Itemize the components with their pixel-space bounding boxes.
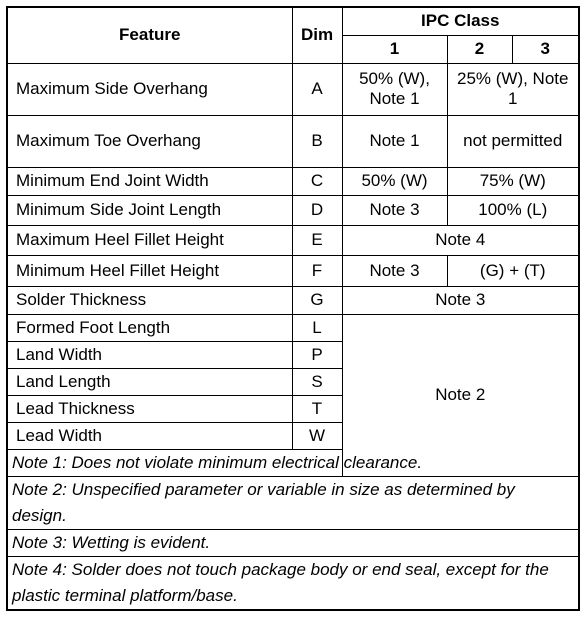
dim-cell: L: [292, 314, 342, 341]
feature-cell: Lead Thickness: [7, 395, 292, 422]
table-wrapper: [6, 6, 578, 611]
feature-cell: Maximum Side Overhang: [7, 63, 292, 115]
table-row: [7, 255, 579, 286]
note-2: Note 2: Unspecified parameter or variable in size as determined by design.: [7, 476, 579, 529]
table-row: [7, 63, 579, 115]
feature-cell: Land Width: [7, 341, 292, 368]
dim-cell: C: [292, 167, 342, 195]
class-all-cell: Note 3: [342, 286, 579, 314]
feature-cell: Land Length: [7, 368, 292, 395]
dim-cell: P: [292, 341, 342, 368]
table-row: [7, 167, 579, 195]
feature-cell: Maximum Heel Fillet Height: [7, 225, 292, 255]
table-row: [7, 225, 579, 255]
note-row: [7, 476, 579, 529]
header-class-3: 3: [512, 35, 579, 63]
feature-cell: Minimum End Joint Width: [7, 167, 292, 195]
class-1-cell: Note 3: [342, 195, 447, 225]
note-3: Note 3: Wetting is evident.: [7, 529, 579, 556]
note-1: Note 1: Does not violate minimum electrical clearance.: [7, 449, 579, 476]
header-feature: Feature: [7, 7, 292, 63]
note-row: [7, 529, 579, 556]
feature-cell: Minimum Heel Fillet Height: [7, 255, 292, 286]
class-1-cell: 50% (W), Note 1: [342, 63, 447, 115]
note-4: Note 4: Solder does not touch package body or end seal, except for the plastic terminal platform/base.: [7, 556, 579, 610]
feature-cell: Formed Foot Length: [7, 314, 292, 341]
header-class-2: 2: [447, 35, 512, 63]
merged-note-2-cell: Note 2: [342, 314, 579, 476]
header-row-1: [7, 7, 579, 35]
dim-cell: E: [292, 225, 342, 255]
dim-cell: T: [292, 395, 342, 422]
class-2-3-cell: not permitted: [447, 115, 579, 167]
dim-cell: D: [292, 195, 342, 225]
ipc-criteria-table: [6, 6, 580, 611]
dim-cell: A: [292, 63, 342, 115]
header-class-1: 1: [342, 35, 447, 63]
table-row: [7, 195, 579, 225]
class-all-cell: Note 4: [342, 225, 579, 255]
note-row: [7, 449, 579, 476]
feature-cell: Minimum Side Joint Length: [7, 195, 292, 225]
header-dim: Dim: [292, 7, 342, 63]
table-row: [7, 286, 579, 314]
table-row: [7, 115, 579, 167]
note-row: [7, 556, 579, 610]
class-1-cell: 50% (W): [342, 167, 447, 195]
feature-cell: Maximum Toe Overhang: [7, 115, 292, 167]
dim-cell: W: [292, 422, 342, 449]
dim-cell: G: [292, 286, 342, 314]
class-2-3-cell: (G) + (T): [447, 255, 579, 286]
feature-cell: Lead Width: [7, 422, 292, 449]
table-row: [7, 314, 579, 341]
header-ipc-class: IPC Class: [342, 7, 579, 35]
feature-cell: Solder Thickness: [7, 286, 292, 314]
class-1-cell: Note 1: [342, 115, 447, 167]
class-2-3-cell: 100% (L): [447, 195, 579, 225]
dim-cell: F: [292, 255, 342, 286]
dim-cell: B: [292, 115, 342, 167]
class-2-3-cell: 25% (W), Note 1: [447, 63, 579, 115]
class-2-3-cell: 75% (W): [447, 167, 579, 195]
dim-cell: S: [292, 368, 342, 395]
class-1-cell: Note 3: [342, 255, 447, 286]
